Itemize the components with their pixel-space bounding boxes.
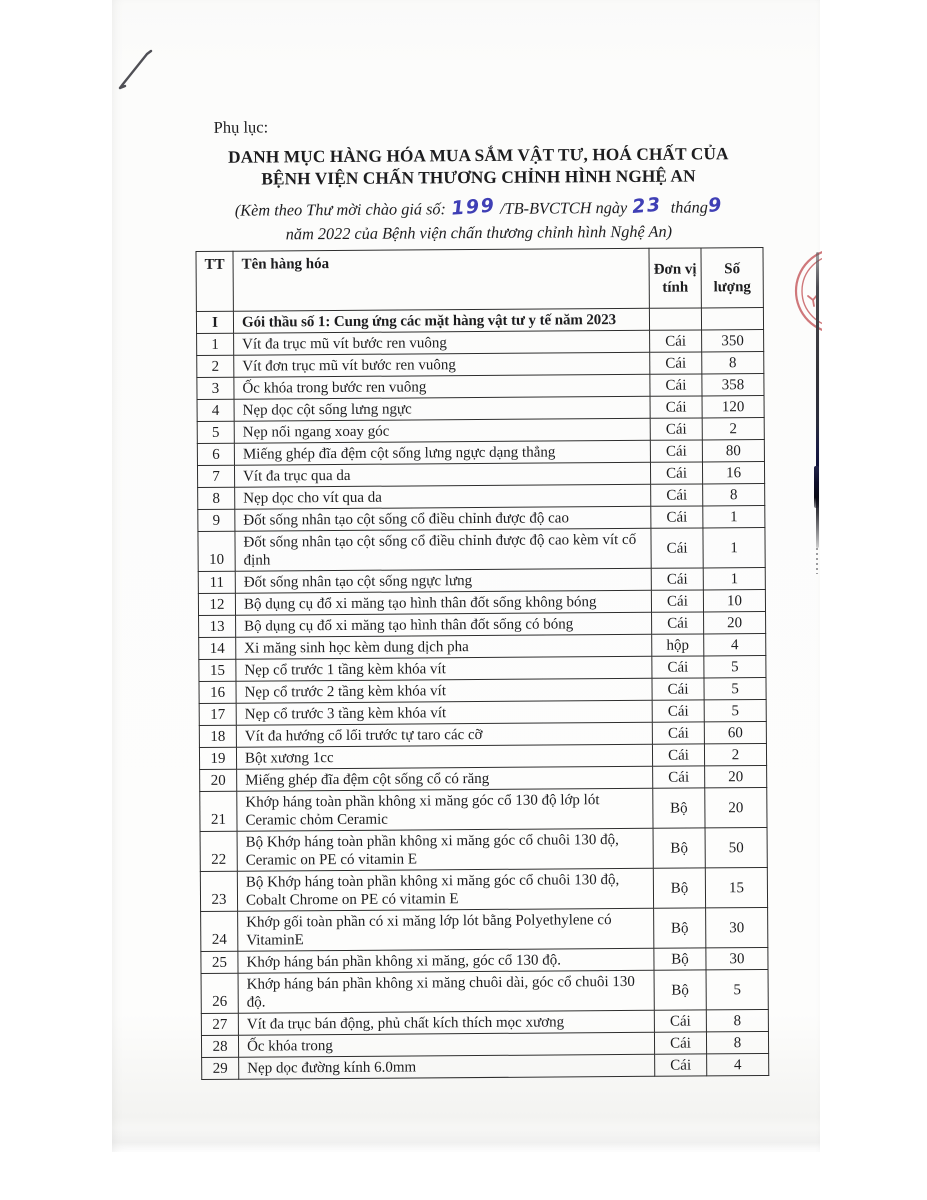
scan-line-tail bbox=[816, 548, 818, 574]
cell-name: Đốt sống nhân tạo cột sống cổ điều chỉnh được độ cao kèm vít cố định bbox=[235, 528, 651, 571]
cell-qty: 8 bbox=[706, 1010, 768, 1032]
cell-qty: 2 bbox=[702, 418, 764, 440]
cell-name: Nẹp dọc cho vít qua da bbox=[235, 484, 651, 509]
cell-unit: Cái bbox=[650, 396, 702, 418]
reference-block bbox=[195, 194, 762, 247]
cell-name: Ốc khóa trong bbox=[238, 1032, 654, 1057]
cell-unit: Cái bbox=[650, 462, 702, 484]
cell-unit: Cái bbox=[652, 656, 704, 678]
cell-name: Vít đơn trục mũ vít bước ren vuông bbox=[234, 352, 650, 377]
cell-qty: 15 bbox=[705, 868, 767, 908]
cell-tt: 17 bbox=[199, 703, 236, 725]
cell-tt: 13 bbox=[199, 615, 236, 637]
cell-unit: Bộ bbox=[654, 908, 706, 948]
cell-name: Nẹp cổ trước 3 tầng kèm khóa vít bbox=[236, 700, 652, 725]
reference-middle: /TB-BVCTCH ngày bbox=[500, 197, 628, 218]
cell-qty: 8 bbox=[703, 484, 765, 506]
cell-tt: 3 bbox=[197, 377, 234, 399]
cell-unit: Cái bbox=[651, 568, 703, 590]
cell-qty: 358 bbox=[702, 374, 764, 396]
cell-name: Nẹp nối ngang xoay góc bbox=[234, 418, 650, 443]
cell-name: Khớp háng bán phần không xi măng chuôi dài, góc cổ chuôi 130 độ. bbox=[238, 970, 654, 1013]
cell-name: Nẹp dọc đường kính 6.0mm bbox=[239, 1054, 655, 1079]
cell-qty: 50 bbox=[705, 828, 767, 868]
cell-tt: 11 bbox=[198, 571, 235, 593]
cell-name: Nẹp cổ trước 2 tầng kèm khóa vít bbox=[236, 678, 652, 703]
cell-tt: 12 bbox=[198, 593, 235, 615]
cell-name: Nẹp cổ trước 1 tầng kèm khóa vít bbox=[236, 656, 652, 681]
cell-name: Khớp gối toàn phần có xi măng lớp lót bằng Polyethylene có VitaminE bbox=[238, 908, 654, 951]
cell-tt: 15 bbox=[199, 659, 236, 681]
header-unit: Đơn vị tính bbox=[649, 248, 701, 308]
cell-unit: Bộ bbox=[653, 868, 705, 908]
cell-qty: 16 bbox=[702, 462, 764, 484]
cell-name: Miếng ghép đĩa đệm cột sống lưng ngực dạng thẳng bbox=[234, 440, 650, 465]
cell-name: Xi măng sinh học kèm dung dịch pha bbox=[236, 634, 652, 659]
table-row bbox=[201, 970, 768, 1014]
cell-tt: 21 bbox=[200, 791, 237, 831]
cell-unit: Cái bbox=[650, 330, 702, 352]
reference-line-2: năm 2022 của Bệnh viện chấn thương chỉnh hình Nghệ An) bbox=[285, 221, 673, 244]
cell-qty: 5 bbox=[704, 700, 766, 722]
cell-unit: Cái bbox=[650, 374, 702, 396]
cell-name: Nẹp dọc cột sống lưng ngực bbox=[234, 396, 650, 421]
table-row bbox=[200, 788, 767, 832]
table-row bbox=[202, 1053, 769, 1079]
table-row bbox=[200, 868, 767, 912]
cell-name: Đốt sống nhân tạo cột sống ngực lưng bbox=[235, 568, 651, 593]
cell-unit: Bộ bbox=[654, 970, 706, 1010]
cell-unit: Cái bbox=[650, 440, 702, 462]
reference-line-1 bbox=[195, 194, 762, 223]
pen-mark-icon bbox=[116, 46, 156, 98]
reference-month-label: tháng bbox=[670, 197, 708, 217]
cell-qty: 2 bbox=[704, 744, 766, 766]
cell-qty: 30 bbox=[706, 908, 768, 948]
cell-tt: 6 bbox=[197, 443, 234, 465]
cell-qty: 1 bbox=[703, 506, 765, 528]
cell-name: Miếng ghép đĩa đệm cột sống cổ có răng bbox=[237, 766, 653, 791]
cell-tt: 8 bbox=[198, 487, 235, 509]
cell-qty: 4 bbox=[707, 1053, 769, 1075]
cell-unit: Cái bbox=[655, 1054, 707, 1076]
cell-qty: 8 bbox=[706, 1032, 768, 1054]
reference-prefix: (Kèm theo Thư mời chào giá số: bbox=[234, 199, 447, 220]
cell-unit: Cái bbox=[651, 506, 703, 528]
cell-qty: 20 bbox=[705, 766, 767, 788]
cell-name: Đốt sống nhân tạo cột sống cổ điều chỉnh được độ cao bbox=[235, 506, 651, 531]
scan-line-blob bbox=[814, 466, 819, 508]
table-header-row bbox=[196, 248, 763, 312]
table-row bbox=[198, 528, 765, 572]
cell-name: Bộ dụng cụ đổ xi măng tạo hình thân đốt sống có bóng bbox=[236, 612, 652, 637]
header-qty: Số lượng bbox=[701, 248, 763, 308]
cell-tt: 7 bbox=[197, 465, 234, 487]
goods-table bbox=[195, 247, 769, 1080]
cell-unit: Cái bbox=[651, 528, 703, 568]
cell-qty: 20 bbox=[705, 788, 767, 828]
cell-name: Khớp háng bán phần không xi măng, góc cổ 130 độ. bbox=[238, 948, 654, 973]
cell-qty: 60 bbox=[704, 722, 766, 744]
cell-qty: 5 bbox=[704, 656, 766, 678]
cell-tt: 10 bbox=[198, 531, 235, 571]
cell-name: Vít đa trục bán động, phủ chất kích thích mọc xương bbox=[238, 1010, 654, 1035]
cell-name: Vít đa hướng cổ lối trước tự taro các cỡ bbox=[236, 722, 652, 747]
cell-tt: 19 bbox=[199, 747, 236, 769]
section-tt: I bbox=[196, 311, 233, 333]
cell-unit: Cái bbox=[652, 612, 704, 634]
cell-tt: 18 bbox=[199, 725, 236, 747]
cell-qty: 4 bbox=[704, 634, 766, 656]
handwritten-doc-number: 199 bbox=[450, 194, 496, 220]
cell-qty: 5 bbox=[706, 970, 768, 1010]
appendix-label: Phụ lục: bbox=[213, 117, 269, 137]
cell-name: Bột xương 1cc bbox=[236, 744, 652, 769]
cell-unit: Cái bbox=[650, 418, 702, 440]
document-content bbox=[194, 0, 769, 1080]
cell-unit: Cái bbox=[654, 1010, 706, 1032]
cell-tt: 4 bbox=[197, 399, 234, 421]
cell-tt: 14 bbox=[199, 637, 236, 659]
cell-tt: 24 bbox=[201, 911, 238, 951]
section-name: Gói thầu số 1: Cung ứng các mặt hàng vật tư y tế năm 2023 bbox=[233, 308, 649, 333]
cell-tt: 16 bbox=[199, 681, 236, 703]
cell-tt: 28 bbox=[201, 1035, 238, 1057]
cell-tt: 9 bbox=[198, 509, 235, 531]
cell-unit: Cái bbox=[651, 590, 703, 612]
document-title bbox=[195, 143, 762, 191]
cell-unit: Cái bbox=[652, 678, 704, 700]
cell-name: Vít đa trục qua da bbox=[234, 462, 650, 487]
cell-tt: 27 bbox=[201, 1013, 238, 1035]
cell-name: Ốc khóa trong bước ren vuông bbox=[234, 374, 650, 399]
cell-unit: Cái bbox=[650, 352, 702, 374]
cell-unit: Bộ bbox=[653, 828, 705, 868]
header-name: Tên hàng hóa bbox=[233, 248, 649, 311]
cell-name: Bộ Khớp háng toàn phần không xi măng góc cổ chuôi 130 độ, Cobalt Chrome on PE có vitamin E bbox=[237, 868, 653, 911]
handwritten-month: 9 bbox=[707, 193, 724, 217]
cell-name: Khớp háng toàn phần không xi măng góc cổ 130 độ lớp lót Ceramic chỏm Ceramic bbox=[237, 788, 653, 831]
cell-qty: 30 bbox=[706, 948, 768, 970]
cell-qty: 8 bbox=[702, 352, 764, 374]
cell-unit: Cái bbox=[652, 722, 704, 744]
cell-tt: 29 bbox=[202, 1057, 239, 1079]
cell-tt: 5 bbox=[197, 421, 234, 443]
cell-name: Bộ dụng cụ đổ xi măng tạo hình thân đốt sống không bóng bbox=[235, 590, 651, 615]
title-line-2: BỆNH VIỆN CHẤN THƯƠNG CHỈNH HÌNH NGHỆ AN bbox=[261, 166, 696, 189]
table-body bbox=[196, 308, 768, 1080]
cell-tt: 2 bbox=[197, 355, 234, 377]
cell-tt: 25 bbox=[201, 951, 238, 973]
cell-qty: 5 bbox=[704, 678, 766, 700]
cell-unit: Bộ bbox=[653, 788, 705, 828]
cell-qty: 1 bbox=[703, 568, 765, 590]
section-unit-empty bbox=[649, 308, 701, 330]
cell-unit: Cái bbox=[653, 766, 705, 788]
cell-qty: 80 bbox=[702, 440, 764, 462]
cell-unit: Cái bbox=[652, 700, 704, 722]
cell-tt: 20 bbox=[200, 769, 237, 791]
cell-unit: Cái bbox=[652, 744, 704, 766]
cell-tt: 26 bbox=[201, 973, 238, 1013]
cell-unit: hộp bbox=[652, 634, 704, 656]
cell-qty: 350 bbox=[702, 330, 764, 352]
cell-qty: 1 bbox=[703, 528, 765, 568]
cell-tt: 1 bbox=[197, 333, 234, 355]
title-line-1: DANH MỤC HÀNG HÓA MUA SẮM VẬT TƯ, HOÁ CHẤT CỦA bbox=[228, 144, 729, 167]
cell-name: Vít đa trục mũ vít bước ren vuông bbox=[234, 330, 650, 355]
cell-qty: 20 bbox=[704, 612, 766, 634]
table-row bbox=[201, 908, 768, 952]
cell-qty: 120 bbox=[702, 396, 764, 418]
cell-tt: 22 bbox=[200, 831, 237, 871]
cell-unit: Cái bbox=[654, 1032, 706, 1054]
cell-name: Bộ Khớp háng toàn phần không xi măng góc cổ chuôi 130 độ, Ceramic on PE có vitamin E bbox=[237, 828, 653, 871]
cell-tt: 23 bbox=[200, 871, 237, 911]
handwritten-day: 23 bbox=[631, 193, 663, 218]
section-qty-empty bbox=[701, 308, 763, 330]
scan-shadow bbox=[112, 1128, 820, 1152]
cell-unit: Cái bbox=[651, 484, 703, 506]
cell-unit: Bộ bbox=[654, 948, 706, 970]
table-row bbox=[200, 828, 767, 872]
cell-qty: 10 bbox=[703, 590, 765, 612]
header-tt: TT bbox=[196, 251, 233, 311]
